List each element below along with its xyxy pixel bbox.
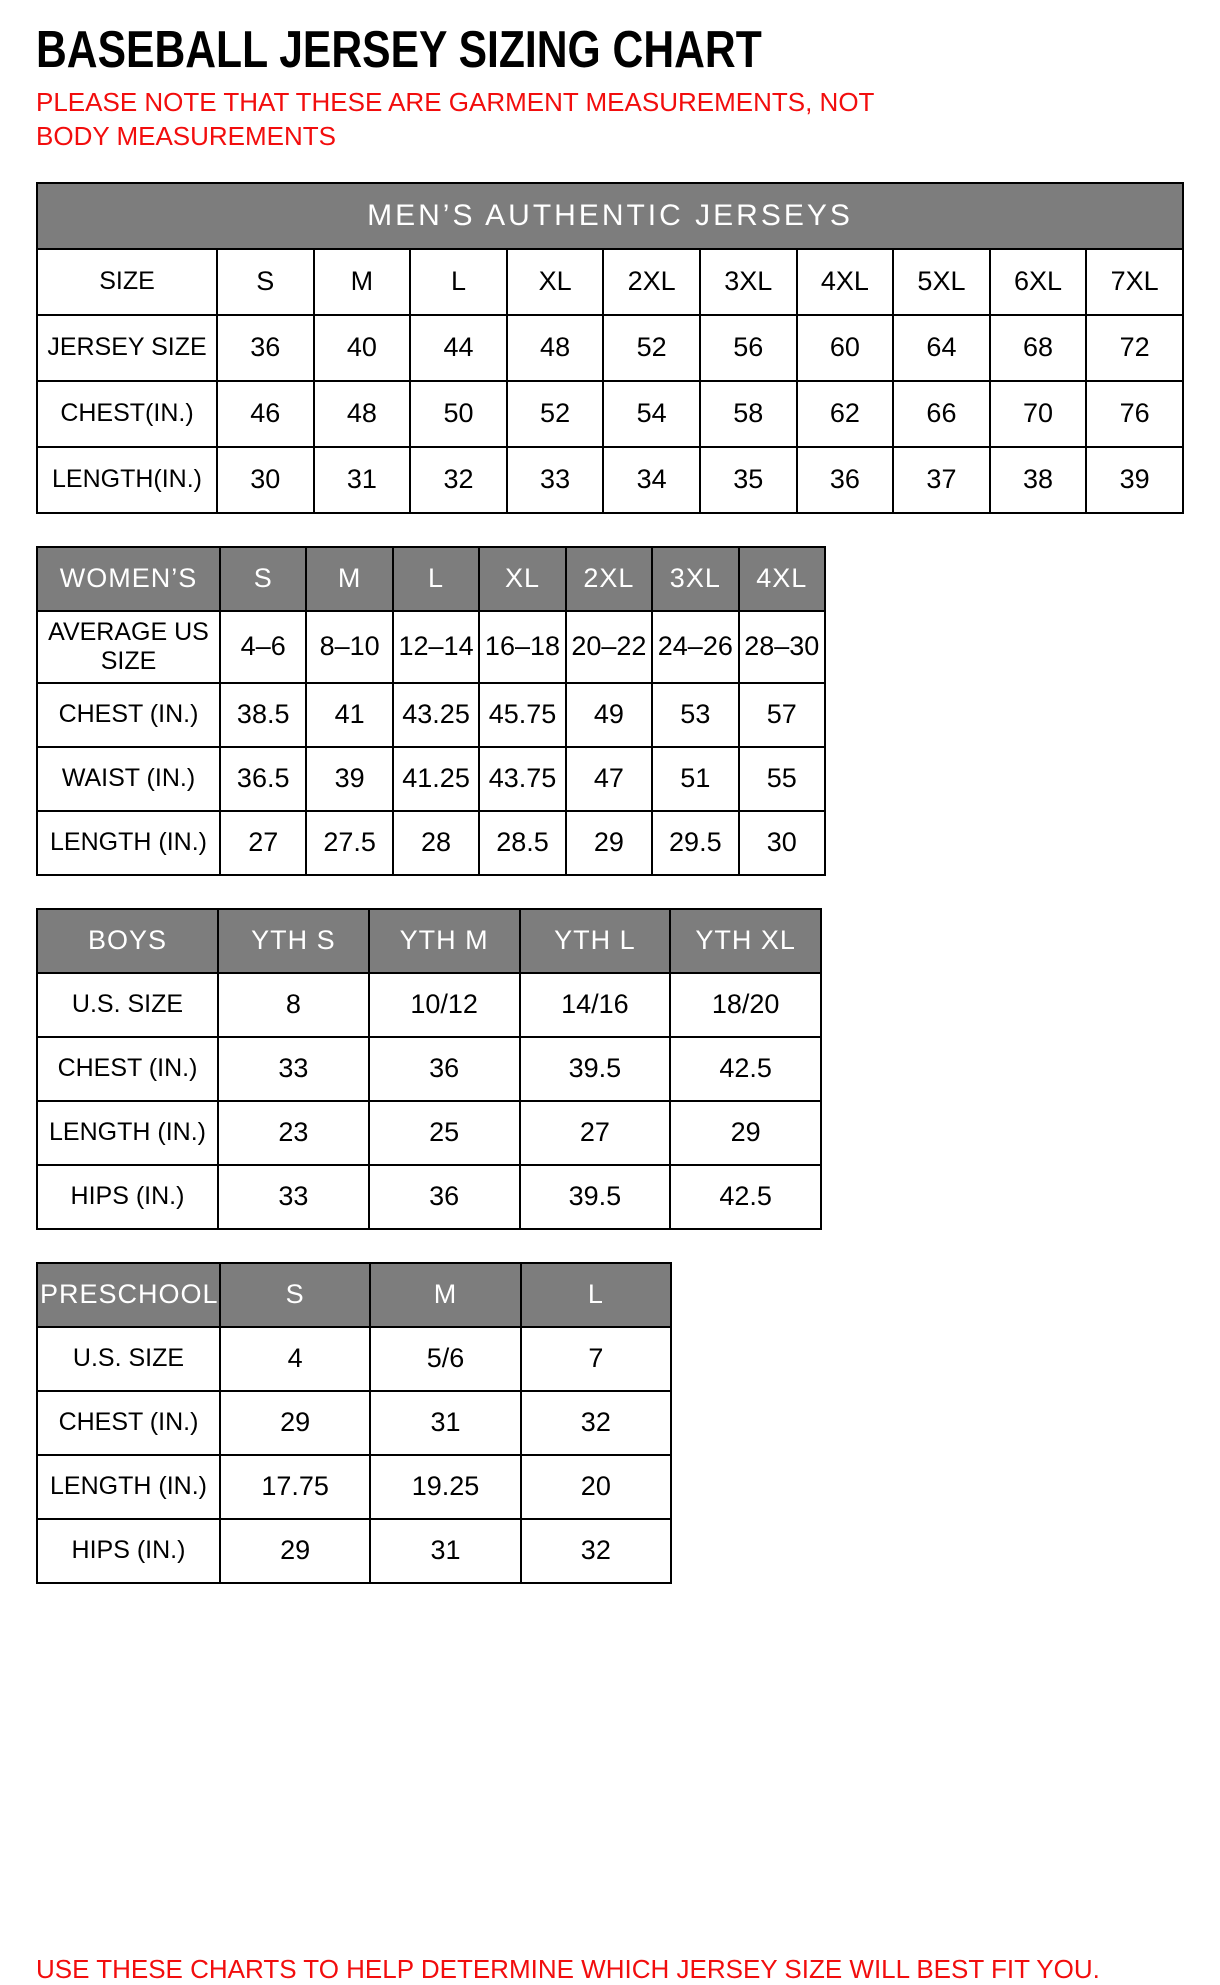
table-cell: 29 bbox=[566, 811, 652, 875]
table-cell: 23 bbox=[218, 1101, 369, 1165]
row-label: LENGTH(IN.) bbox=[37, 447, 217, 513]
table-cell: 40 bbox=[314, 315, 411, 381]
column-header: S bbox=[220, 547, 306, 611]
table-cell: 48 bbox=[314, 381, 411, 447]
table-cell: 20–22 bbox=[566, 611, 652, 683]
table-cell: 66 bbox=[893, 381, 990, 447]
table-cell: 24–26 bbox=[652, 611, 738, 683]
table-cell: 43.25 bbox=[393, 683, 479, 747]
table-cell: 51 bbox=[652, 747, 738, 811]
table-cell: 28 bbox=[393, 811, 479, 875]
table-cell: 20 bbox=[521, 1455, 671, 1519]
table-cell: 29 bbox=[220, 1391, 370, 1455]
table-cell: 10/12 bbox=[369, 973, 520, 1037]
table-cell: 31 bbox=[370, 1519, 520, 1583]
table-cell: 70 bbox=[990, 381, 1087, 447]
row-label: U.S. SIZE bbox=[37, 973, 218, 1037]
table-cell: 32 bbox=[521, 1391, 671, 1455]
column-header: L bbox=[393, 547, 479, 611]
table-cell: 12–14 bbox=[393, 611, 479, 683]
table-cell: 57 bbox=[739, 683, 825, 747]
table-cell: 19.25 bbox=[370, 1455, 520, 1519]
table-header-row bbox=[37, 1263, 671, 1327]
table-cell: 25 bbox=[369, 1101, 520, 1165]
table-cell: 33 bbox=[218, 1037, 369, 1101]
column-header: XL bbox=[479, 547, 565, 611]
table-cell: 28.5 bbox=[479, 811, 565, 875]
table-cell: 5/6 bbox=[370, 1327, 520, 1391]
table-cell: 56 bbox=[700, 315, 797, 381]
row-label: SIZE bbox=[37, 249, 217, 315]
table-cell: 36 bbox=[369, 1037, 520, 1101]
table-cell: 39 bbox=[1086, 447, 1183, 513]
preschool-sizing-table bbox=[36, 1262, 672, 1584]
boys-table-title: BOYS bbox=[37, 909, 218, 973]
table-cell: 27 bbox=[220, 811, 306, 875]
table-cell: 48 bbox=[507, 315, 604, 381]
table-cell: 7 bbox=[521, 1327, 671, 1391]
row-label: CHEST(IN.) bbox=[37, 381, 217, 447]
table-cell: 76 bbox=[1086, 381, 1183, 447]
table-cell: 42.5 bbox=[670, 1165, 821, 1229]
table-header-row bbox=[37, 183, 1183, 249]
table-cell: XL bbox=[507, 249, 604, 315]
table-cell: 29 bbox=[220, 1519, 370, 1583]
table-cell: 52 bbox=[603, 315, 700, 381]
column-header: L bbox=[521, 1263, 671, 1327]
table-header-row bbox=[37, 547, 825, 611]
row-label: LENGTH (IN.) bbox=[37, 811, 220, 875]
table-row bbox=[37, 1101, 821, 1165]
womens-sizing-table bbox=[36, 546, 826, 876]
row-label: HIPS (IN.) bbox=[37, 1165, 218, 1229]
table-cell: 28–30 bbox=[739, 611, 825, 683]
table-cell: 49 bbox=[566, 683, 652, 747]
table-cell: 39.5 bbox=[520, 1037, 671, 1101]
table-cell: 38 bbox=[990, 447, 1087, 513]
table-row bbox=[37, 1391, 671, 1455]
row-label: LENGTH (IN.) bbox=[37, 1101, 218, 1165]
table-row bbox=[37, 315, 1183, 381]
fit-advice-note: USE THESE CHARTS TO HELP DETERMINE WHICH JERSEY SIZE WILL BEST FIT YOU. bbox=[36, 1954, 1100, 1984]
table-cell: 54 bbox=[603, 381, 700, 447]
row-label: LENGTH (IN.) bbox=[37, 1455, 220, 1519]
table-cell: 68 bbox=[990, 315, 1087, 381]
row-label: CHEST (IN.) bbox=[37, 1391, 220, 1455]
table-cell: 30 bbox=[739, 811, 825, 875]
table-cell: 36 bbox=[217, 315, 314, 381]
table-cell: 43.75 bbox=[479, 747, 565, 811]
table-cell: 32 bbox=[410, 447, 507, 513]
mens-table-title: MEN’S AUTHENTIC JERSEYS bbox=[37, 183, 1183, 249]
table-cell: 46 bbox=[217, 381, 314, 447]
table-cell: 30 bbox=[217, 447, 314, 513]
table-cell: 52 bbox=[507, 381, 604, 447]
table-row bbox=[37, 1037, 821, 1101]
table-cell: 58 bbox=[700, 381, 797, 447]
row-label: U.S. SIZE bbox=[37, 1327, 220, 1391]
row-label: AVERAGE US SIZE bbox=[37, 611, 220, 683]
table-row bbox=[37, 1519, 671, 1583]
table-cell: 36.5 bbox=[220, 747, 306, 811]
table-cell: 33 bbox=[218, 1165, 369, 1229]
column-header: 3XL bbox=[652, 547, 738, 611]
table-cell: 72 bbox=[1086, 315, 1183, 381]
table-cell: 18/20 bbox=[670, 973, 821, 1037]
column-header: YTH M bbox=[369, 909, 520, 973]
table-cell: 16–18 bbox=[479, 611, 565, 683]
preschool-table-title: PRESCHOOL bbox=[37, 1263, 220, 1327]
table-cell: 60 bbox=[797, 315, 894, 381]
table-cell: 64 bbox=[893, 315, 990, 381]
table-cell: 7XL bbox=[1086, 249, 1183, 315]
table-cell: 27 bbox=[520, 1101, 671, 1165]
table-row bbox=[37, 1455, 671, 1519]
table-cell: L bbox=[410, 249, 507, 315]
column-header: YTH L bbox=[520, 909, 671, 973]
row-label: CHEST (IN.) bbox=[37, 683, 220, 747]
table-cell: 55 bbox=[739, 747, 825, 811]
table-row bbox=[37, 1165, 821, 1229]
table-cell: 62 bbox=[797, 381, 894, 447]
column-header: YTH XL bbox=[670, 909, 821, 973]
table-cell: 36 bbox=[797, 447, 894, 513]
table-cell: 8–10 bbox=[306, 611, 392, 683]
column-header: M bbox=[306, 547, 392, 611]
table-cell: S bbox=[217, 249, 314, 315]
table-cell: 41 bbox=[306, 683, 392, 747]
table-row bbox=[37, 447, 1183, 513]
table-row bbox=[37, 747, 825, 811]
boys-sizing-table bbox=[36, 908, 822, 1230]
table-cell: 4XL bbox=[797, 249, 894, 315]
column-header: YTH S bbox=[218, 909, 369, 973]
row-label: HIPS (IN.) bbox=[37, 1519, 220, 1583]
garment-measurement-note: PLEASE NOTE THAT THESE ARE GARMENT MEASUREMENTS, NOT BODY MEASUREMENTS bbox=[36, 87, 874, 151]
column-header: M bbox=[370, 1263, 520, 1327]
table-cell: 4–6 bbox=[220, 611, 306, 683]
table-cell: 8 bbox=[218, 973, 369, 1037]
table-cell: 39 bbox=[306, 747, 392, 811]
table-cell: 3XL bbox=[700, 249, 797, 315]
table-cell: 29.5 bbox=[652, 811, 738, 875]
table-row bbox=[37, 1327, 671, 1391]
table-cell: 2XL bbox=[603, 249, 700, 315]
row-label: WAIST (IN.) bbox=[37, 747, 220, 811]
table-cell: 42.5 bbox=[670, 1037, 821, 1101]
table-row bbox=[37, 249, 1183, 315]
table-cell: 45.75 bbox=[479, 683, 565, 747]
table-cell: 4 bbox=[220, 1327, 370, 1391]
table-row bbox=[37, 973, 821, 1037]
row-label: CHEST (IN.) bbox=[37, 1037, 218, 1101]
table-cell: 33 bbox=[507, 447, 604, 513]
table-cell: 34 bbox=[603, 447, 700, 513]
table-cell: 47 bbox=[566, 747, 652, 811]
table-row bbox=[37, 611, 825, 683]
column-header: S bbox=[220, 1263, 370, 1327]
womens-table-title: WOMEN’S bbox=[37, 547, 220, 611]
table-cell: 44 bbox=[410, 315, 507, 381]
table-cell: 17.75 bbox=[220, 1455, 370, 1519]
column-header: 2XL bbox=[566, 547, 652, 611]
table-row bbox=[37, 683, 825, 747]
row-label: JERSEY SIZE bbox=[37, 315, 217, 381]
table-row bbox=[37, 811, 825, 875]
table-cell: 36 bbox=[369, 1165, 520, 1229]
mens-sizing-table bbox=[36, 182, 1184, 514]
table-cell: 6XL bbox=[990, 249, 1087, 315]
table-cell: 14/16 bbox=[520, 973, 671, 1037]
table-cell: 29 bbox=[670, 1101, 821, 1165]
table-cell: 5XL bbox=[893, 249, 990, 315]
table-cell: 27.5 bbox=[306, 811, 392, 875]
table-cell: 39.5 bbox=[520, 1165, 671, 1229]
table-row bbox=[37, 381, 1183, 447]
table-cell: 37 bbox=[893, 447, 990, 513]
table-cell: 31 bbox=[314, 447, 411, 513]
table-cell: 38.5 bbox=[220, 683, 306, 747]
table-cell: 31 bbox=[370, 1391, 520, 1455]
table-cell: 41.25 bbox=[393, 747, 479, 811]
column-header: 4XL bbox=[739, 547, 825, 611]
table-cell: M bbox=[314, 249, 411, 315]
page-title: BASEBALL JERSEY SIZING CHART bbox=[36, 21, 762, 79]
table-cell: 35 bbox=[700, 447, 797, 513]
table-cell: 32 bbox=[521, 1519, 671, 1583]
table-cell: 50 bbox=[410, 381, 507, 447]
table-cell: 53 bbox=[652, 683, 738, 747]
table-header-row bbox=[37, 909, 821, 973]
